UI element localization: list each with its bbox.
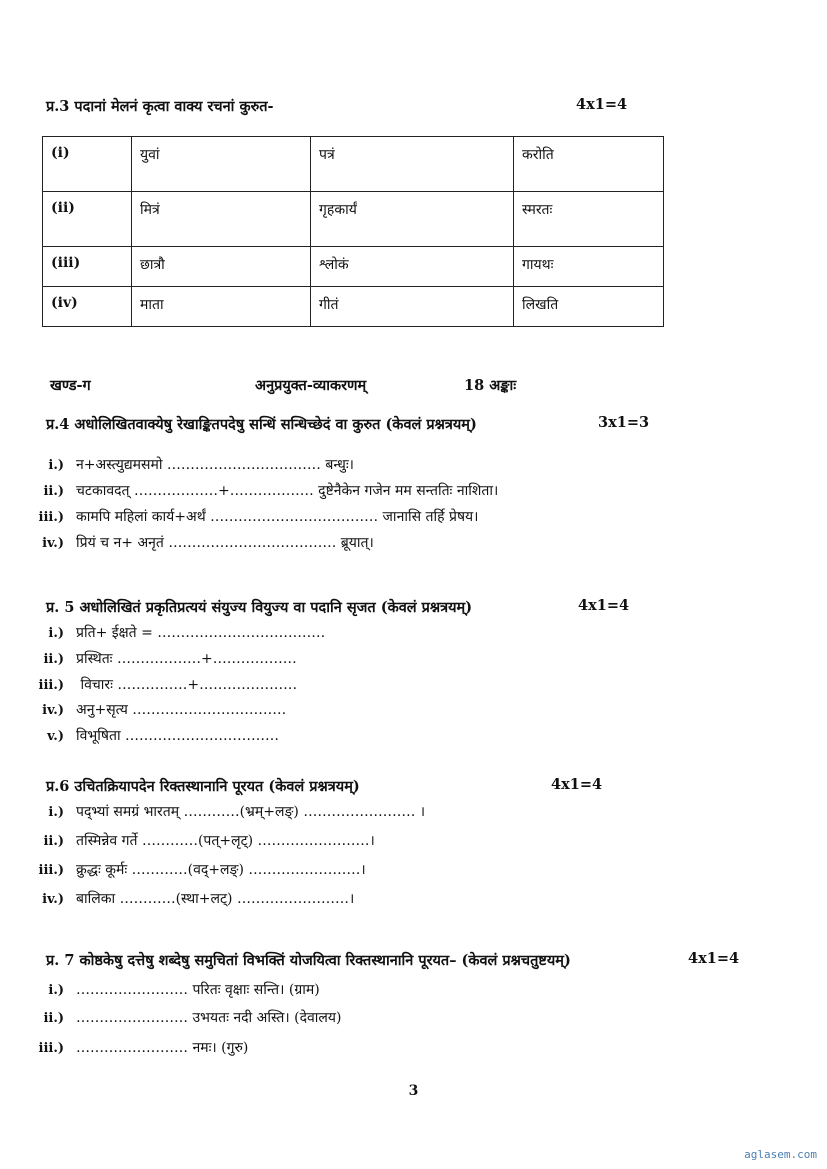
table-cell: (iii)	[43, 247, 132, 287]
list-item	[22, 726, 279, 745]
item-text: …………………… नमः। (गुरु)	[76, 1040, 249, 1056]
list-item	[22, 1038, 248, 1057]
q3-marks: 4x1=4	[576, 96, 628, 113]
list-item	[22, 623, 325, 642]
table-cell: (ii)	[43, 192, 132, 247]
item-text: …………………… उभयतः नदी अस्ति। (देवालय)	[76, 1010, 342, 1026]
item-number: i.)	[48, 805, 64, 820]
item-number: iii.)	[38, 678, 64, 693]
section-subject: अनुप्रयुक्त-व्याकरणम्	[255, 377, 367, 394]
list-item	[22, 675, 297, 694]
item-text: …………………… परितः वृक्षाः सन्ति। (ग्राम)	[76, 982, 320, 998]
table-cell: युवां	[132, 137, 311, 192]
item-number: v.)	[47, 729, 64, 744]
list-item	[22, 649, 297, 668]
section-marks: 18 अङ्काः	[464, 377, 517, 394]
item-number: iii.)	[38, 863, 64, 878]
item-number: i.)	[48, 983, 64, 998]
list-item	[22, 802, 425, 821]
section-name: खण्ड-ग	[50, 377, 91, 394]
list-item	[22, 980, 320, 999]
item-text: क्रुद्धः कूर्मः …………(वद्+लङ्) ……………………।	[76, 862, 366, 878]
table-row	[43, 137, 664, 192]
table-row	[43, 247, 664, 287]
list-item	[22, 860, 366, 879]
item-text: बालिका …………(स्था+लट्) ……………………।	[76, 891, 355, 907]
q6-title: प्र.6 उचितक्रियापदेन रिक्तस्थानानि पूरयत (केवलं प्रश्नत्रयम्)	[46, 778, 360, 795]
list-item	[22, 700, 286, 719]
list-item	[22, 455, 354, 474]
table-cell: (i)	[43, 137, 132, 192]
item-text: चटकावदत् ………………+……………… दुष्टेनैकेन गजेन मम सन्ततिः नाशिता।	[76, 483, 499, 499]
item-number: ii.)	[43, 652, 64, 667]
item-number: ii.)	[43, 1011, 64, 1026]
table-cell: गायथः	[514, 247, 664, 287]
item-number: iii.)	[38, 1041, 64, 1056]
item-number: iv.)	[42, 536, 64, 551]
item-text: विभूषिता ……………………………	[76, 728, 280, 744]
item-number: iii.)	[38, 510, 64, 525]
item-number: iv.)	[42, 892, 64, 907]
table-cell: पत्रं	[311, 137, 514, 192]
table-cell: गृहकार्यं	[311, 192, 514, 247]
list-item	[22, 533, 374, 552]
table-cell: गीतं	[311, 287, 514, 327]
list-item	[22, 889, 354, 908]
item-text: तस्मिन्नेव गर्ते …………(पत्+लृट्) ……………………।	[76, 833, 375, 849]
item-text: अनु+सृत्य ……………………………	[76, 702, 287, 718]
item-number: ii.)	[43, 834, 64, 849]
table-row	[43, 287, 664, 327]
item-text: प्रस्थितः ………………+………………	[76, 651, 297, 667]
item-number: iv.)	[42, 703, 64, 718]
item-text: कामपि महिलां कार्य+अर्थं ……………………………… जानासि तर्हि प्रेषय।	[76, 509, 479, 525]
q4-title: प्र.4 अधोलिखितवाक्येषु रेखाङ्कितपदेषु सन्धिं सन्धिच्छेदं वा कुरुत (केवलं प्रश्नत्रयम्)	[46, 416, 477, 433]
table-row	[43, 192, 664, 247]
q4-marks: 3x1=3	[598, 414, 650, 431]
table-cell: माता	[132, 287, 311, 327]
q7-title: प्र. 7 कोष्ठकेषु दत्तेषु शब्देषु समुचितां विभक्तिं योजयित्वा रिक्तस्थानानि पूरयत– (केवलं प्रश्नचतुष्टयम्)	[46, 952, 571, 969]
q3-word-table	[42, 136, 664, 327]
q7-marks: 4x1=4	[688, 950, 740, 967]
table-cell: मित्रं	[132, 192, 311, 247]
q5-title: प्र. 5 अधोलिखितं प्रकृतिप्रत्ययं संयुज्य वियुज्य वा पदानि सृजत (केवलं प्रश्नत्रयम्)	[46, 599, 473, 616]
watermark: aglasem.com	[744, 1148, 817, 1161]
list-item	[22, 1008, 342, 1027]
list-item	[22, 481, 498, 500]
page-number: 3	[408, 1083, 419, 1099]
item-number: i.)	[48, 626, 64, 641]
item-text: प्रति+ ईक्षते = ………………………………	[76, 625, 326, 641]
table-cell: स्मरतः	[514, 192, 664, 247]
table-cell: लिखति	[514, 287, 664, 327]
q5-marks: 4x1=4	[578, 597, 630, 614]
item-text: न+अस्त्युद्यमसमो …………………………… बन्धुः।	[76, 457, 354, 473]
table-cell: श्लोकं	[311, 247, 514, 287]
table-cell: करोति	[514, 137, 664, 192]
list-item	[22, 831, 375, 850]
list-item	[22, 507, 478, 526]
q6-marks: 4x1=4	[551, 776, 603, 793]
item-text: पद्भ्यां समग्रं भारतम् …………(भ्रम्+लङ्) …………………… ।	[76, 804, 426, 820]
table-cell: छात्रौ	[132, 247, 311, 287]
item-text: प्रियं च न+ अनृतं ……………………………… ब्रूयात्।	[76, 535, 374, 551]
table-cell: (iv)	[43, 287, 132, 327]
q3-title: प्र.3 पदानां मेलनं कृत्वा वाक्य रचनां कुरुत-	[46, 98, 274, 115]
item-text: विचारः ……………+…………………	[76, 677, 298, 693]
item-number: i.)	[48, 458, 64, 473]
item-number: ii.)	[43, 484, 64, 499]
